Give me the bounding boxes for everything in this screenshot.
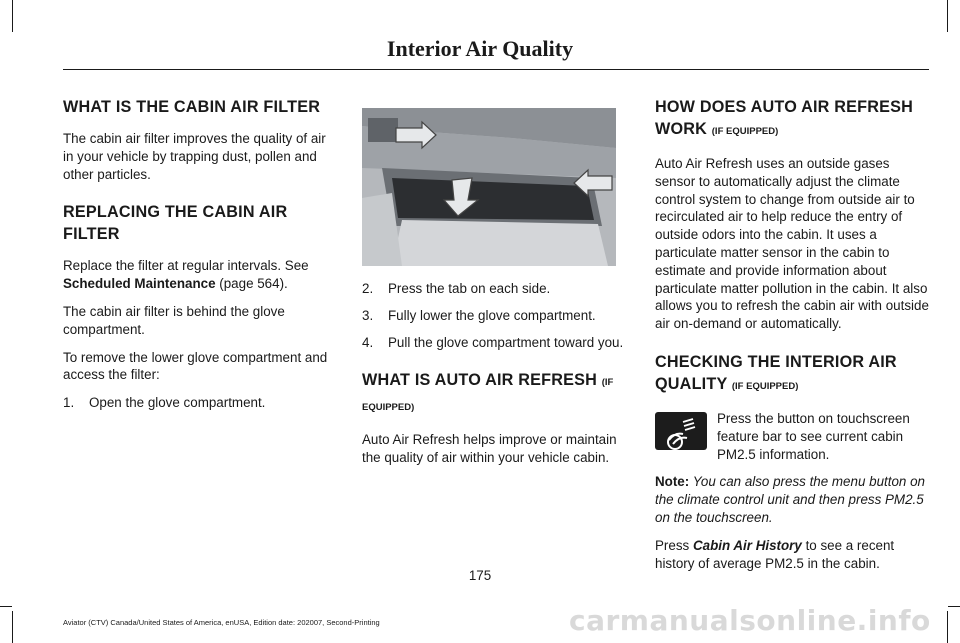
heading-what-is-filter: WHAT IS THE CABIN AIR FILTER: [63, 98, 321, 116]
step-number: 2.: [362, 281, 374, 296]
heading-how-auto-air-refresh: [655, 96, 929, 143]
page-number: 175: [468, 568, 492, 583]
paragraph-auto-air-refresh: Auto Air Refresh helps improve or maintain the quality of air within your vehicle cabin.: [362, 432, 617, 466]
heading-replacing-filter: REPLACING THE CABIN AIR FILTER: [63, 203, 288, 244]
paragraph-what-is-filter: The cabin air filter improves the quality of air in your vehicle by trapping dust, pollen and other particles.: [63, 131, 326, 182]
note: [655, 473, 929, 526]
step-text: Open the glove compartment.: [89, 395, 266, 411]
note-text: You can also press the menu button on the climate control unit and then press PM2.5 on the touchscreen.: [655, 474, 925, 525]
crop-mark: [947, 611, 948, 643]
step-number: 1.: [63, 395, 75, 411]
list-item: [362, 280, 637, 298]
crop-mark: [12, 0, 13, 32]
history-text-end: to see a recent history of average PM2.5 in the cabin.: [655, 537, 895, 571]
replace-text: Replace the filter at regular intervals. See: [63, 258, 309, 274]
list-item: [63, 394, 338, 412]
scheduled-maintenance-link[interactable]: Scheduled Maintenance: [63, 276, 216, 292]
paragraph-how-auto-air-refresh: Auto Air Refresh uses an outside gases sensor to automatically adjust the climate control system to change from outside air to recirculated air to help reduce the entry of outside odors into the cabin. It uses a particulate matter sensor in the cabin to estimate and provide information about particulate matter pollution in the cabin. It also allows you to refresh the cabin air with outside air on-demand or automatically.: [655, 156, 929, 332]
paragraph-remove: To remove the lower glove compartment and access the filter:: [63, 349, 328, 383]
glove-compartment-drawing: [362, 108, 616, 266]
page-title: Interior Air Quality: [386, 36, 574, 61]
column-3: [655, 96, 929, 582]
header-rule: [63, 69, 929, 70]
crop-mark: [12, 611, 13, 643]
glove-compartment-illustration: [362, 108, 616, 266]
air-quality-icon: [655, 412, 707, 450]
air-quality-icon-svg: [655, 412, 707, 450]
air-quality-button-row: [655, 410, 929, 463]
list-item: [362, 307, 637, 325]
step-number: 4.: [362, 334, 374, 350]
crop-mark: [947, 0, 948, 32]
watermark: carmanualsonline.info: [569, 604, 931, 637]
if-equipped-tag: (IF EQUIPPED): [731, 380, 799, 392]
history-text: Press: [655, 537, 693, 553]
paragraph-behind: The cabin air filter is behind the glove compartment.: [63, 303, 285, 337]
list-item: [362, 334, 637, 352]
crop-mark: [0, 606, 12, 607]
heading-text: WHAT IS AUTO AIR REFRESH: [362, 371, 598, 390]
paragraph-replace: [63, 257, 338, 293]
column-1: [63, 96, 338, 421]
replace-page-ref: (page 564).: [215, 276, 288, 292]
step-text: Press the tab on each side.: [388, 281, 551, 296]
step-number: 3.: [362, 307, 374, 323]
note-label: Note:: [655, 474, 690, 490]
heading-text: HOW DOES AUTO AIR REFRESH WORK: [655, 98, 914, 138]
heading-text: CHECKING THE INTERIOR AIR QUALITY: [655, 352, 897, 393]
paragraph-press-button: Press the button on touchscreen feature bar to see current cabin PM2.5 information.: [717, 410, 910, 462]
heading-auto-air-refresh: [362, 369, 637, 419]
crop-mark: [948, 606, 960, 607]
column-2: [362, 108, 637, 477]
paragraph-cabin-air-history: [655, 537, 929, 573]
if-equipped-tag: (IF EQUIPPED): [711, 126, 779, 137]
edition-footer: Aviator (CTV) Canada/United States of America, enUSA, Edition date: 202007, Second-Printing: [63, 618, 380, 627]
if-equipped-tag: (IF EQUIPPED): [362, 377, 614, 414]
step-text: Fully lower the glove compartment.: [388, 307, 596, 323]
heading-checking-air-quality: [655, 351, 929, 398]
step-text: Pull the glove compartment toward you.: [388, 334, 624, 350]
cabin-air-history-term: Cabin Air History: [692, 537, 802, 553]
